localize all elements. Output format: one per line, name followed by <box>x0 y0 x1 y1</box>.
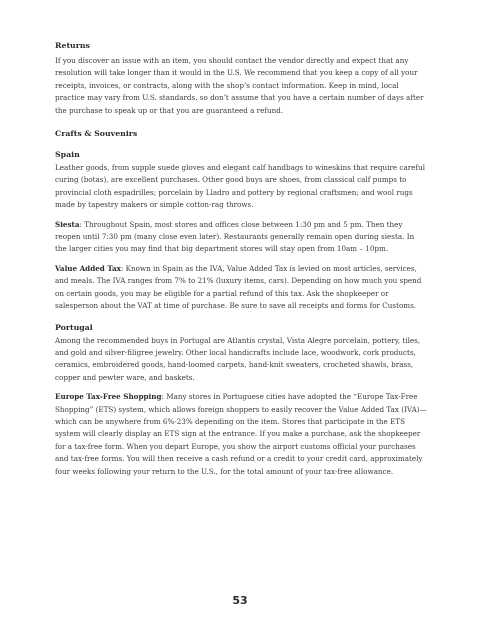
returns-paragraph: If you discover an issue with an item, you should contact the vendor directly and expect that any resolution will take longer than it would in the U.S. We recommend that you keep a copy of all your receipts, invoices, or contracts, along with the shop’s contact information. Keep in mind, local practice may vary from U.S. standards, so don’t assume that you have a certain number of days after the purchase to speak up or that you are guaranteed a refund. <box>55 56 424 115</box>
heading-portugal: Portugal <box>55 322 93 332</box>
page-content <box>55 40 427 478</box>
siesta-text: : Throughout Spain, most stores and offices close between 1:30 pm and 5 pm. Then they reopen until 7:30 pm (many close even later). Restaurants generally remain open during siesta. In the larger cities you may find that big department stores will stay open from 10am – 10pm. <box>55 219 415 254</box>
heading-returns: Returns <box>55 41 90 50</box>
siesta-term: Siesta <box>55 219 80 229</box>
heading-spain: Spain <box>55 150 80 160</box>
siesta-paragraph <box>55 219 427 256</box>
ets-text: : Many stores in Portuguese cities have adopted the “Europe Tax-Free Shopping” (ETS) system, which allows foreign shoppers to easily recover the Value Added Tax (IVA)—which can be anywhere from 6%-23% depending on the item. Stores that participate in the ETS system will clearly display an ETS sign at the entrance. If you make a purchase, ask the shopkeeper for a tax-free form. When you depart Europe, you show the airport customs official your purchases and tax-free forms. You will then receive a cash refund or a credit to your credit card, approximately four weeks following your return to the U.S., for the total amount of your tax-free allowance. <box>55 392 427 476</box>
page-number: 53 <box>232 594 248 607</box>
vat-term: Value Added Tax <box>55 263 121 273</box>
vat-text: : Known in Spain as the IVA, Value Added Tax is levied on most articles, services, and meals. The IVA ranges from 7% to 21% (luxury items, cars). Depending on how much you spend on certain goods, you may be eligible for a partial refund of this tax. Ask the shopkeeper or salesperson about the VAT at time of purchase. Be sure to save all receipts and forms for Customs. <box>55 263 422 311</box>
portugal-intro-paragraph: Among the recommended buys in Portugal are Atlantis crystal, Vista Alegre porcelain, pottery, tiles, and gold and silver-filigree jewelry. Other local handicrafts include lace, woodwork, cork products, ceramics, embroidered goods, hand-loomed carpets, hand-knit sweaters, crocheted shawls, brass, copper and pewter ware, and baskets. <box>55 335 421 382</box>
spain-intro-paragraph: Leather goods, from supple suede gloves and elegant calf handbags to wineskins that require careful curing (botas), are excellent purchases. Other good buys are shoes, from classical calf pumps to provincial cloth espadrilles; porcelain by Lladro and pottery by regional craftsmen; and wool rugs made by tapestry makers or simple cotton-rag throws. <box>55 163 426 210</box>
vat-paragraph <box>55 263 427 313</box>
ets-paragraph <box>55 391 427 478</box>
heading-crafts-souvenirs: Crafts & Souvenirs <box>55 129 138 139</box>
ets-term: Europe Tax-Free Shopping <box>55 392 162 402</box>
